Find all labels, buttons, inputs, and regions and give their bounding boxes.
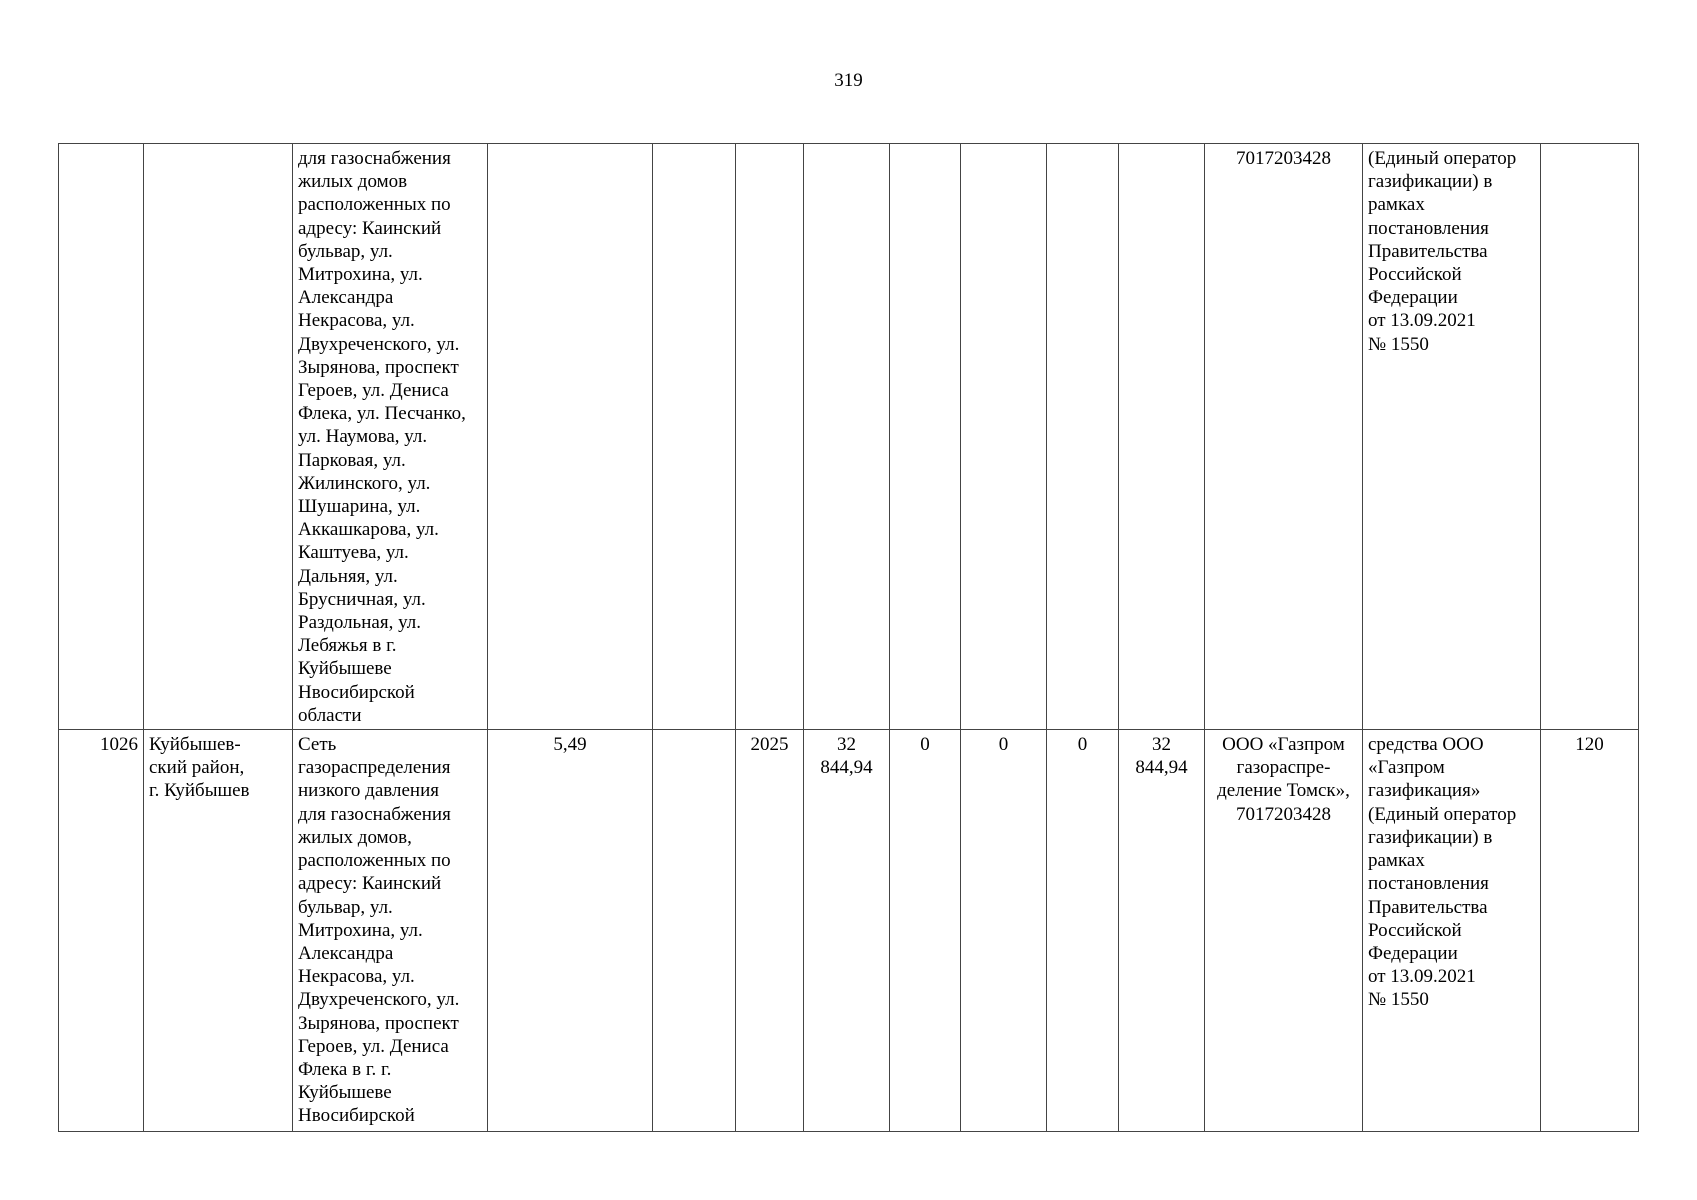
cell-regional	[961, 144, 1047, 730]
cell-district	[144, 144, 293, 730]
cell-length: 5,49	[488, 730, 653, 1132]
cell-total	[804, 144, 890, 730]
table-row	[59, 730, 1639, 1132]
cell-district: Куйбышев- ский район, г. Куйбышев	[144, 730, 293, 1132]
cell-local: 0	[1047, 730, 1119, 1132]
cell-funding-source: (Единый оператор газификации) в рамках постановления Правительства Российской Федерации от 13.09.2021 № 1550	[1363, 144, 1541, 730]
table-row	[59, 144, 1639, 730]
cell-funding-source: средства ООО «Газпром газификация» (Единый оператор газификации) в рамках постановления Правительства Российской Федерации от 13.09.2021 № 1550	[1363, 730, 1541, 1132]
cell-description: Сеть газораспределения низкого давления для газоснабжения жилых домов, расположенных по адресу: Каинский бульвар, ул. Митрохина, ул. Александра Некрасова, ул. Двухреченского, ул. Зырянова, проспект Героев, ул. Дениса Флека в г. г. Куйбышеве Нвосибирской	[293, 730, 488, 1132]
cell-total: 32 844,94	[804, 730, 890, 1132]
data-table	[58, 143, 1639, 1132]
cell-year: 2025	[736, 730, 804, 1132]
cell-federal: 0	[890, 730, 961, 1132]
cell-count	[1541, 144, 1639, 730]
cell-executor: ООО «Газпром газораспре- деление Томск», 7017203428	[1205, 730, 1363, 1132]
cell-other: 32 844,94	[1119, 730, 1205, 1132]
cell-count: 120	[1541, 730, 1639, 1132]
page-number: 319	[834, 70, 863, 91]
cell-federal	[890, 144, 961, 730]
cell-year	[736, 144, 804, 730]
cell-executor: 7017203428	[1205, 144, 1363, 730]
cell-description: для газоснабжения жилых домов расположенных по адресу: Каинский бульвар, ул. Митрохина, ул. Александра Некрасова, ул. Двухреченского, ул. Зырянова, проспект Героев, ул. Дениса Флека, ул. Песчанко, ул. Наумова, ул. Парковая, ул. Жилинского, ул. Шушарина, ул. Аккашкарова, ул. Каштуева, ул. Дальняя, ул. Брусничная, ул. Раздольная, ул. Лебяжья в г. Куйбышеве Нвосибирской области	[293, 144, 488, 730]
cell-length	[488, 144, 653, 730]
cell-number: 1026	[59, 730, 144, 1132]
cell-regional: 0	[961, 730, 1047, 1132]
cell-col5	[653, 730, 736, 1132]
cell-col5	[653, 144, 736, 730]
cell-local	[1047, 144, 1119, 730]
cell-number	[59, 144, 144, 730]
cell-other	[1119, 144, 1205, 730]
